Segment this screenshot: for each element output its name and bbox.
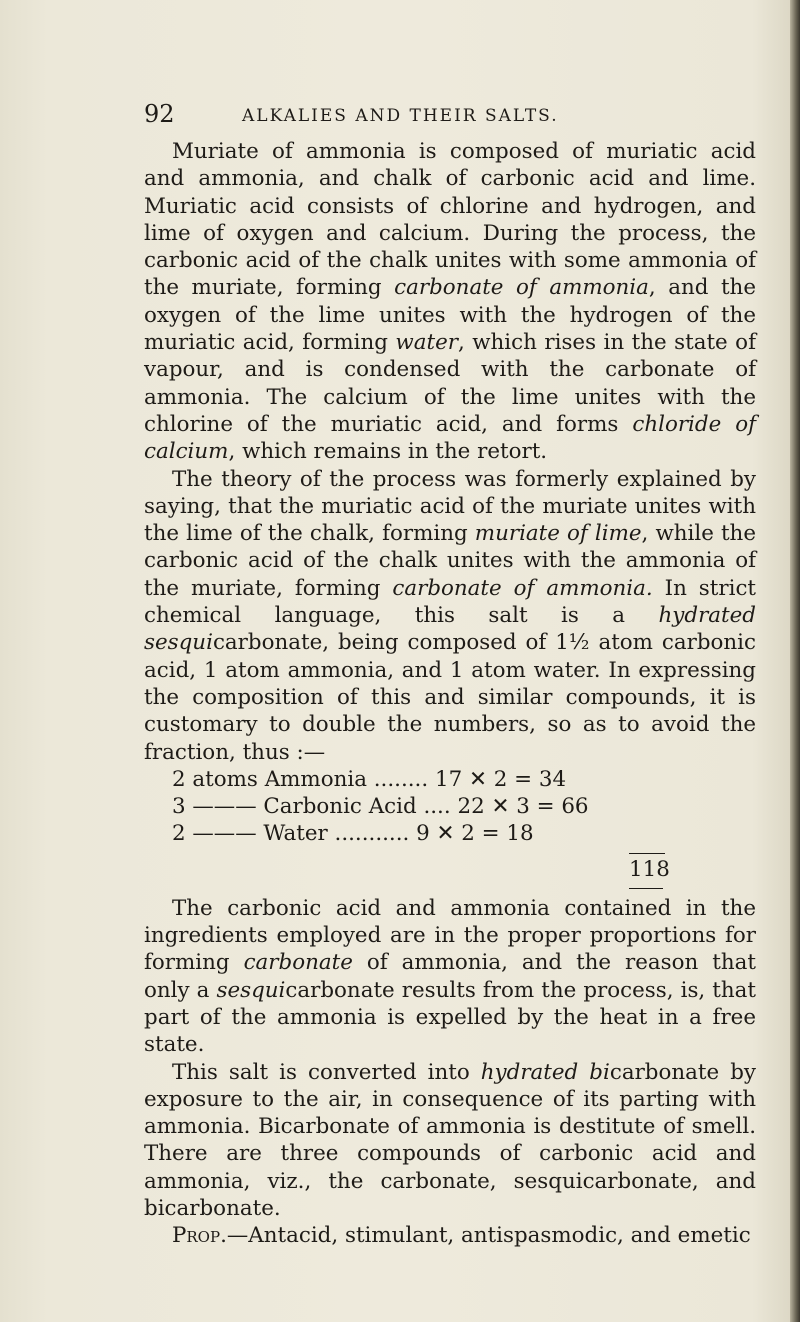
- page-header: [0, 100, 800, 130]
- composition-calculation: [144, 766, 756, 889]
- calc-row-water: 2 ——— Water ........... 9 ✕ 2 = 18: [172, 821, 534, 847]
- page-body: [144, 138, 756, 1250]
- calc-row-ammonia: 2 atoms Ammonia ........ 17 ✕ 2 = 34: [172, 766, 567, 792]
- calc-total-value: 118: [629, 853, 665, 883]
- paragraph-muriate-composition: Muriate of ammonia is composed of muriatic acid and ammonia, and chalk of carbonic acid and lime. Muriatic acid consists of chlorine and hydrogen, and lime of oxygen and calcium. During the process, the carbonic acid of the chalk unites with some ammonia of the muriate, forming carbonate of ammonia, and the oxygen of the lime unites with the hydrogen of the muriatic acid, forming water, which rises in the state of vapour, and is condensed with the carbonate of ammonia. The calcium of the lime unites with the chlorine of the muriatic acid, and forms chloride of calcium, which remains in the retort.: [144, 139, 756, 465]
- page-number: 92: [144, 100, 175, 128]
- page-edge-shadow: [790, 0, 800, 1322]
- calc-total: [144, 848, 756, 884]
- paragraph-theory: The theory of the process was formerly explained by saying, that the muriatic acid of the muriate unites with the lime of the chalk, forming muriate of lime, while the carbonic acid of the chalk unites with the ammonia of the muriate, forming carbonate of ammonia. In strict chemical language, this salt is a hydrated sesquicarbonate, being composed of 1½ atom carbonic acid, 1 atom ammonia, and 1 atom water. In expressing the composition of this and similar compounds, it is customary to double the numbers, so as to avoid the fraction, thus :—: [144, 466, 757, 765]
- running-head: ALKALIES AND THEIR SALTS.: [242, 106, 559, 126]
- total-underline: [629, 888, 663, 889]
- calc-row-carbonic-acid: 3 ——— Carbonic Acid .... 22 ✕ 3 = 66: [172, 794, 589, 820]
- paragraph-properties: Prop.—Antacid, stimulant, antispasmodic, and emetic: [172, 1223, 751, 1249]
- paragraph-hydrated-bicarbonate: This salt is converted into hydrated bicarbonate by exposure to the air, in consequence of its parting with ammonia. Bicarbonate of ammonia is destitute of smell. There are three compounds of carbonic acid and ammonia, viz., the carbonate, sesquicarbonate, and bicarbonate.: [144, 1059, 756, 1221]
- paragraph-carbonic-acid-ammonia: The carbonic acid and ammonia contained in the ingredients employed are in the proper proportions for forming carbonate of ammonia, and the reason that only a sesquicarbonate results from the process, is, that part of the ammonia is expelled by the heat in a free state.: [144, 895, 757, 1058]
- properties-label: Prop.: [172, 1223, 227, 1249]
